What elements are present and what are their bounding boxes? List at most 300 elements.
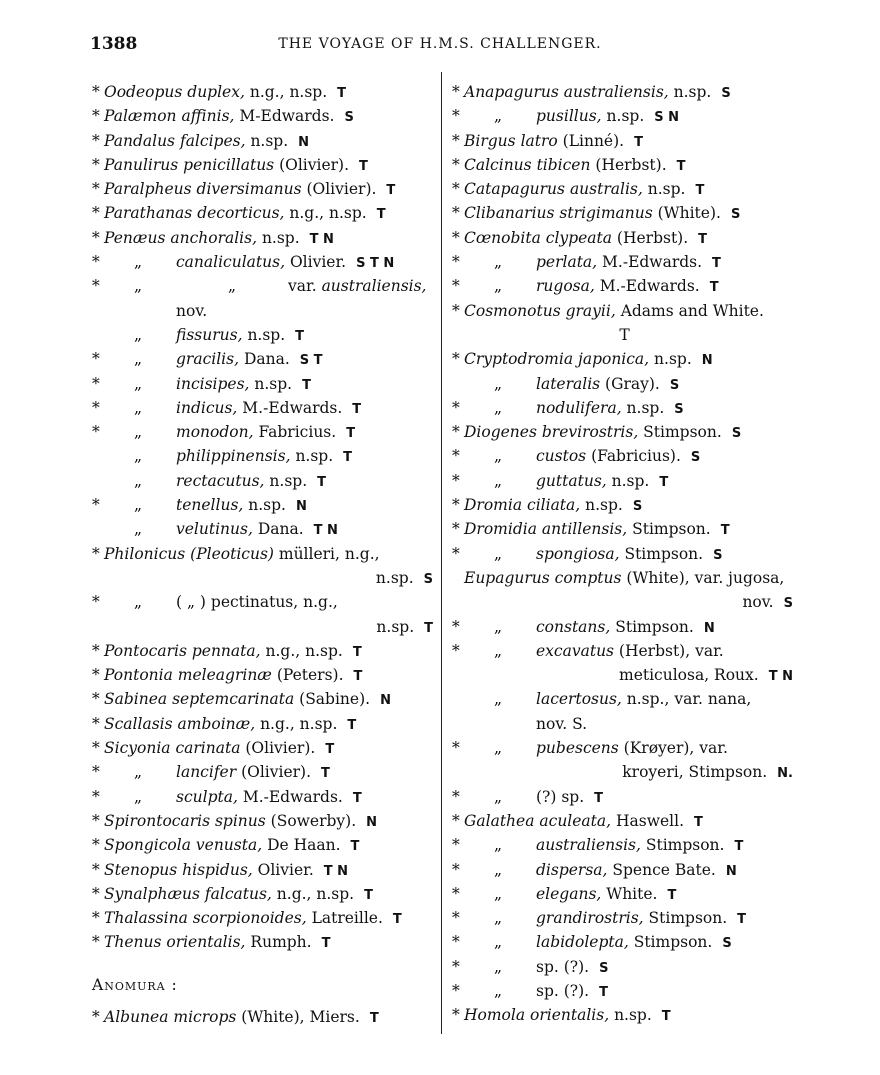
species-name: hispidus, [182, 860, 253, 879]
species-name: constans, [536, 617, 611, 636]
species-entry [464, 1003, 671, 1029]
species-name: gracilis, [176, 350, 240, 369]
species-name: monodon, [176, 423, 254, 442]
asterisk-mark: * [452, 787, 460, 806]
list-item [92, 177, 437, 201]
list-item [92, 882, 437, 906]
species-name: amboinæ, [177, 714, 256, 733]
author-text: Dana. [239, 350, 290, 369]
ditto-mark: „ [494, 690, 503, 709]
location-code: S [599, 960, 609, 976]
author-text: Rumph. [245, 933, 312, 952]
ditto-mark: „ [494, 107, 503, 126]
species-name: japonica, [578, 350, 650, 369]
location-code: T N [313, 523, 338, 539]
list-item [452, 882, 797, 906]
species-entry [288, 274, 426, 298]
author-text: Stimpson. [619, 544, 704, 563]
ditto-mark: „ [228, 277, 237, 296]
species-name: clypeata [545, 228, 612, 247]
author-text: n.sp. [257, 228, 300, 247]
species-entry [104, 177, 395, 203]
author-text: (White). [652, 204, 721, 223]
list-item [92, 274, 437, 298]
author-text: n.sp. [249, 374, 293, 393]
list-item [452, 639, 797, 663]
species-name: fissurus, [176, 325, 243, 344]
list-item [452, 858, 797, 882]
location-code: T [352, 401, 362, 417]
list-item [452, 955, 797, 979]
location-code: T [709, 280, 719, 296]
location-code: S [783, 596, 793, 612]
species-name: diversimanus [196, 180, 302, 199]
genus-name: Scallasis [104, 714, 173, 733]
species-name: comptus [554, 568, 622, 587]
species-entry [104, 809, 377, 835]
author-text: (White), Miers. [236, 1007, 360, 1026]
asterisk-mark: * [92, 836, 100, 855]
asterisk-mark: * [452, 739, 460, 758]
location-code: T N [309, 231, 334, 247]
list-item [92, 153, 437, 177]
asterisk-mark: * [452, 520, 460, 539]
author-text: n.sp. [242, 325, 286, 344]
asterisk-mark: * [92, 180, 100, 199]
ditto-mark: „ [494, 374, 503, 393]
list-item [452, 493, 797, 517]
species-entry [536, 542, 722, 568]
asterisk-mark: * [92, 666, 100, 685]
location-code: N [295, 499, 307, 515]
list-item [452, 469, 797, 493]
list-item [452, 760, 797, 784]
location-code: S [722, 936, 732, 952]
ditto-mark: „ [494, 544, 503, 563]
author-text: n.g., n.sp. [284, 204, 367, 223]
ditto-mark: „ [134, 763, 143, 782]
location-code: S [731, 426, 742, 442]
author-text: n.sp. [621, 398, 665, 417]
species-name: australiensis, [536, 836, 641, 855]
author-text: n.sp. [601, 107, 645, 126]
ditto-mark: „ [134, 447, 143, 466]
ditto-mark: „ [494, 471, 503, 490]
species-entry [536, 955, 608, 981]
list-item [452, 153, 797, 177]
list-item [92, 590, 437, 614]
genus-name: Pontocaris [104, 641, 187, 660]
asterisk-mark: * [452, 811, 460, 830]
species-entry [536, 833, 743, 859]
genus-name: Pandalus [104, 131, 176, 150]
location-code: T [337, 86, 347, 101]
asterisk-mark: * [92, 787, 100, 806]
genus-name: Philonicus [104, 544, 186, 563]
species-name: lancifer [176, 763, 237, 782]
author-text: White. [601, 884, 658, 903]
list-item [92, 566, 437, 590]
location-code: T [619, 325, 630, 344]
species-entry [464, 129, 643, 155]
species-entry [176, 493, 307, 519]
species-entry [464, 420, 741, 446]
asterisk-mark: * [92, 83, 100, 101]
species-name: incisipes, [176, 374, 250, 393]
location-code: T [347, 717, 357, 733]
list-item [452, 420, 797, 444]
author-text: n.sp. [668, 83, 712, 101]
location-code: T [317, 474, 327, 490]
continuation-text [619, 663, 793, 689]
author-text: Dana. [252, 520, 304, 539]
author-text: (Olivier). [236, 763, 312, 782]
asterisk-mark: * [452, 301, 460, 320]
list-item [452, 104, 797, 128]
author-text: (Olivier). [240, 739, 316, 758]
asterisk-mark: * [92, 909, 100, 928]
list-item [452, 785, 797, 809]
list-item [92, 1005, 437, 1029]
asterisk-mark: * [92, 860, 100, 879]
list-item [92, 687, 437, 711]
continuation-label: n.sp. [375, 568, 414, 587]
list-item [452, 517, 797, 541]
location-code: T [694, 814, 703, 830]
section-heading: Anomura : [92, 975, 178, 994]
genus-name: Eupagurus [464, 568, 550, 587]
list-item [452, 299, 797, 323]
author-text: (Krøyer), var. [618, 739, 728, 758]
species-entry [176, 396, 361, 422]
author-text: (Olivier). [301, 180, 377, 199]
species-entry [536, 372, 679, 398]
asterisk-mark: * [92, 398, 100, 417]
list-item [92, 250, 437, 274]
author-text: n.sp. [264, 471, 308, 490]
author-text: (Fabricius). [586, 447, 681, 466]
asterisk-mark: * [92, 933, 100, 952]
list-item [92, 858, 437, 882]
ditto-mark: „ [494, 447, 503, 466]
asterisk-mark: * [452, 981, 460, 1000]
asterisk-mark: * [92, 593, 100, 612]
location-code: T [698, 231, 708, 247]
species-name: australiensis, [563, 83, 669, 101]
species-entry [176, 785, 362, 811]
asterisk-mark: * [92, 690, 100, 709]
continuation-text [376, 566, 433, 592]
location-code: N [366, 814, 378, 830]
species-entry [464, 226, 707, 252]
continuation-text [742, 590, 793, 616]
species-entry [464, 201, 740, 227]
author-text: mülleri, n.g., [273, 544, 380, 563]
author-text: (Herbst), var. [614, 641, 724, 660]
species-name: pubescens [536, 739, 619, 758]
author-text: Stimpson. [627, 520, 711, 539]
author-text: Haswell. [611, 811, 684, 830]
page-number: 1388 [90, 34, 138, 54]
species-name: grandirostris, [536, 909, 644, 928]
genus-name: Oodeopus [104, 83, 183, 101]
list-item [452, 1003, 797, 1027]
species-entry [104, 201, 386, 227]
list-item [92, 712, 437, 736]
author-text: n.g., n.sp. [260, 641, 343, 660]
location-code: T [695, 183, 705, 199]
author-text: (Herbst). [590, 155, 667, 174]
species-entry [104, 226, 334, 252]
ditto-mark: „ [134, 471, 143, 490]
genus-name: Palæmon [104, 107, 177, 126]
location-code: N [701, 353, 713, 369]
species-name: brevirostris, [541, 423, 639, 442]
location-code: N [725, 863, 737, 879]
species-name: grayii, [565, 301, 616, 320]
list-item [452, 833, 797, 857]
asterisk-mark: * [92, 739, 100, 758]
species-entry [536, 104, 679, 130]
author-text: n.sp. [290, 447, 334, 466]
species-name: spinus [214, 811, 266, 830]
species-entry [176, 760, 330, 786]
author-text: n.g., n.sp. [255, 714, 338, 733]
list-item [452, 687, 797, 711]
location-code: T [369, 1010, 379, 1026]
list-item [452, 712, 797, 736]
ditto-mark: „ [494, 398, 503, 417]
list-item [452, 979, 797, 1003]
genus-name: Homola [464, 1006, 526, 1025]
ditto-mark: „ [134, 423, 143, 442]
species-name: microps [173, 1007, 237, 1026]
list-item [92, 542, 437, 566]
author-text: n.g., n.sp. [271, 884, 355, 903]
ditto-mark: „ [494, 884, 503, 903]
ditto-mark: „ [134, 787, 143, 806]
species-entry [176, 444, 352, 470]
location-code: T [346, 426, 356, 442]
genus-name: Cœnobita [464, 228, 541, 247]
right-column [452, 80, 797, 1028]
location-code: T [734, 839, 744, 855]
list-item [92, 930, 437, 954]
author-text: Stimpson. [643, 909, 728, 928]
author-text: (Gray). [600, 374, 660, 393]
location-code: T [321, 766, 330, 782]
genus-name: Sicyonia [104, 739, 171, 758]
list-item [92, 517, 437, 541]
species-entry [104, 153, 368, 179]
author-text: (Linné). [557, 131, 625, 150]
species-entry [104, 736, 334, 762]
location-code: T [720, 523, 730, 539]
ditto-mark: „ [134, 253, 143, 272]
author-text: n.sp. [609, 1006, 652, 1025]
author-text: sp. (?). [536, 981, 590, 1000]
species-name: latro [520, 131, 558, 150]
asterisk-mark: * [452, 641, 460, 660]
list-item [92, 906, 437, 930]
author-text: (?) sp. [536, 787, 585, 806]
location-code: S T N [356, 256, 395, 272]
ditto-mark: „ [494, 836, 503, 855]
list-item [452, 396, 797, 420]
list-item [92, 833, 437, 857]
location-code: T [321, 936, 331, 952]
list-item [452, 250, 797, 274]
species-name: duplex, [187, 83, 245, 101]
ditto-mark: „ [134, 520, 143, 539]
asterisk-mark: * [92, 496, 100, 515]
location-code: T [386, 183, 396, 199]
species-name: canaliculatus, [176, 253, 286, 272]
location-code: S T [299, 353, 323, 369]
list-item [452, 736, 797, 760]
species-name: tenellus, [176, 496, 244, 515]
species-name: velutinus, [176, 520, 253, 539]
author-text: n.sp. [243, 496, 286, 515]
asterisk-mark: * [452, 155, 460, 174]
asterisk-mark: * [92, 544, 100, 563]
ditto-mark: „ [494, 277, 503, 296]
ditto-mark: „ [494, 933, 503, 952]
species-name: perlata, [536, 253, 598, 272]
asterisk-mark: * [452, 204, 460, 223]
species-name: meleagrinæ [177, 666, 272, 685]
author-text: n.sp., var. nana, [621, 690, 752, 709]
list-item [452, 809, 797, 833]
asterisk-mark: * [452, 398, 460, 417]
author-text: n.sp. [580, 496, 623, 515]
species-name: carinata [175, 739, 241, 758]
species-name: lacertosus, [536, 690, 622, 709]
species-name: (Pleoticus) [190, 544, 274, 563]
location-code: T [667, 887, 677, 903]
genus-name: Sabinea [104, 690, 168, 709]
species-entry [104, 930, 330, 956]
species-name: affinis, [181, 107, 235, 126]
species-entry [176, 590, 338, 614]
genus-name: Dromidia [464, 520, 537, 539]
list-item [452, 347, 797, 371]
species-entry [536, 444, 700, 470]
location-code: N [703, 620, 715, 636]
genus-name: Catapagurus [464, 180, 565, 199]
genus-name: Clibanarius [464, 204, 555, 223]
asterisk-mark: * [452, 496, 460, 515]
genus-name: Penæus [104, 228, 166, 247]
asterisk-mark: * [452, 909, 460, 928]
species-entry [536, 882, 676, 908]
species-entry [536, 250, 721, 276]
location-code: T [350, 839, 360, 855]
list-item [452, 566, 797, 590]
species-entry [536, 274, 719, 300]
asterisk-mark: * [452, 860, 460, 879]
asterisk-mark: * [92, 884, 100, 903]
list-item [452, 129, 797, 153]
ditto-mark: „ [494, 253, 503, 272]
list-item [452, 906, 797, 930]
ditto-mark: „ [134, 593, 143, 612]
species-entry [104, 663, 362, 689]
location-code: T [353, 669, 363, 685]
asterisk-mark: * [452, 933, 460, 952]
list-item [452, 80, 797, 104]
genus-name: Panulirus [104, 155, 179, 174]
author-text: Olivier. [252, 860, 314, 879]
location-code: T [352, 644, 362, 660]
species-entry [104, 882, 373, 908]
genus-name: Thenus [104, 933, 162, 952]
species-entry [104, 129, 309, 155]
ditto-mark: „ [494, 957, 503, 976]
list-item [92, 323, 437, 347]
species-name: elegans, [536, 884, 602, 903]
author-text: M.-Edwards. [237, 787, 343, 806]
ditto-mark: „ [134, 325, 143, 344]
ditto-mark: „ [134, 374, 143, 393]
genus-name: Diogenes [464, 423, 537, 442]
location-code: N [380, 693, 391, 709]
author-text: Stimpson. [610, 617, 694, 636]
species-entry [536, 469, 668, 495]
genus-name: Stenopus [104, 860, 178, 879]
genus-name: Galathea [464, 811, 535, 830]
species-name: guttatus, [536, 471, 607, 490]
list-item [92, 639, 437, 663]
asterisk-mark: * [452, 1006, 460, 1025]
asterisk-mark: * [452, 471, 460, 490]
location-code: T N [768, 669, 793, 685]
list-item [92, 973, 437, 997]
species-entry [536, 785, 603, 811]
genus-name: Thalassina [104, 909, 188, 928]
author-text: Adams and White. [615, 301, 764, 320]
genus-name: Dromia [464, 496, 523, 515]
species-entry [464, 809, 703, 835]
continuation-label: nov. [742, 593, 774, 612]
location-code: S [632, 499, 643, 515]
location-code: T [352, 790, 362, 806]
genus-name: Albunea [104, 1007, 169, 1026]
asterisk-mark: * [92, 204, 100, 223]
species-name: custos [536, 447, 587, 466]
species-name: anchoralis, [170, 228, 258, 247]
asterisk-mark: * [92, 253, 100, 272]
species-name: decorticus, [197, 204, 285, 223]
asterisk-mark: * [92, 155, 100, 174]
asterisk-mark: * [92, 1007, 100, 1026]
author-text: M.-Edwards. [597, 253, 703, 272]
location-code: T [376, 207, 386, 223]
species-entry [176, 420, 355, 446]
asterisk-mark: * [92, 107, 100, 126]
species-entry [464, 347, 713, 373]
ditto-mark: „ [134, 277, 143, 296]
author-text: Stimpson. [638, 423, 722, 442]
asterisk-mark: * [92, 350, 100, 369]
location-code: T [325, 742, 335, 758]
asterisk-mark: * [452, 617, 460, 636]
location-code: T [424, 620, 433, 636]
list-item [92, 493, 437, 517]
author-text: var. [288, 277, 322, 296]
asterisk-mark: * [92, 641, 100, 660]
location-code: T [712, 256, 721, 272]
